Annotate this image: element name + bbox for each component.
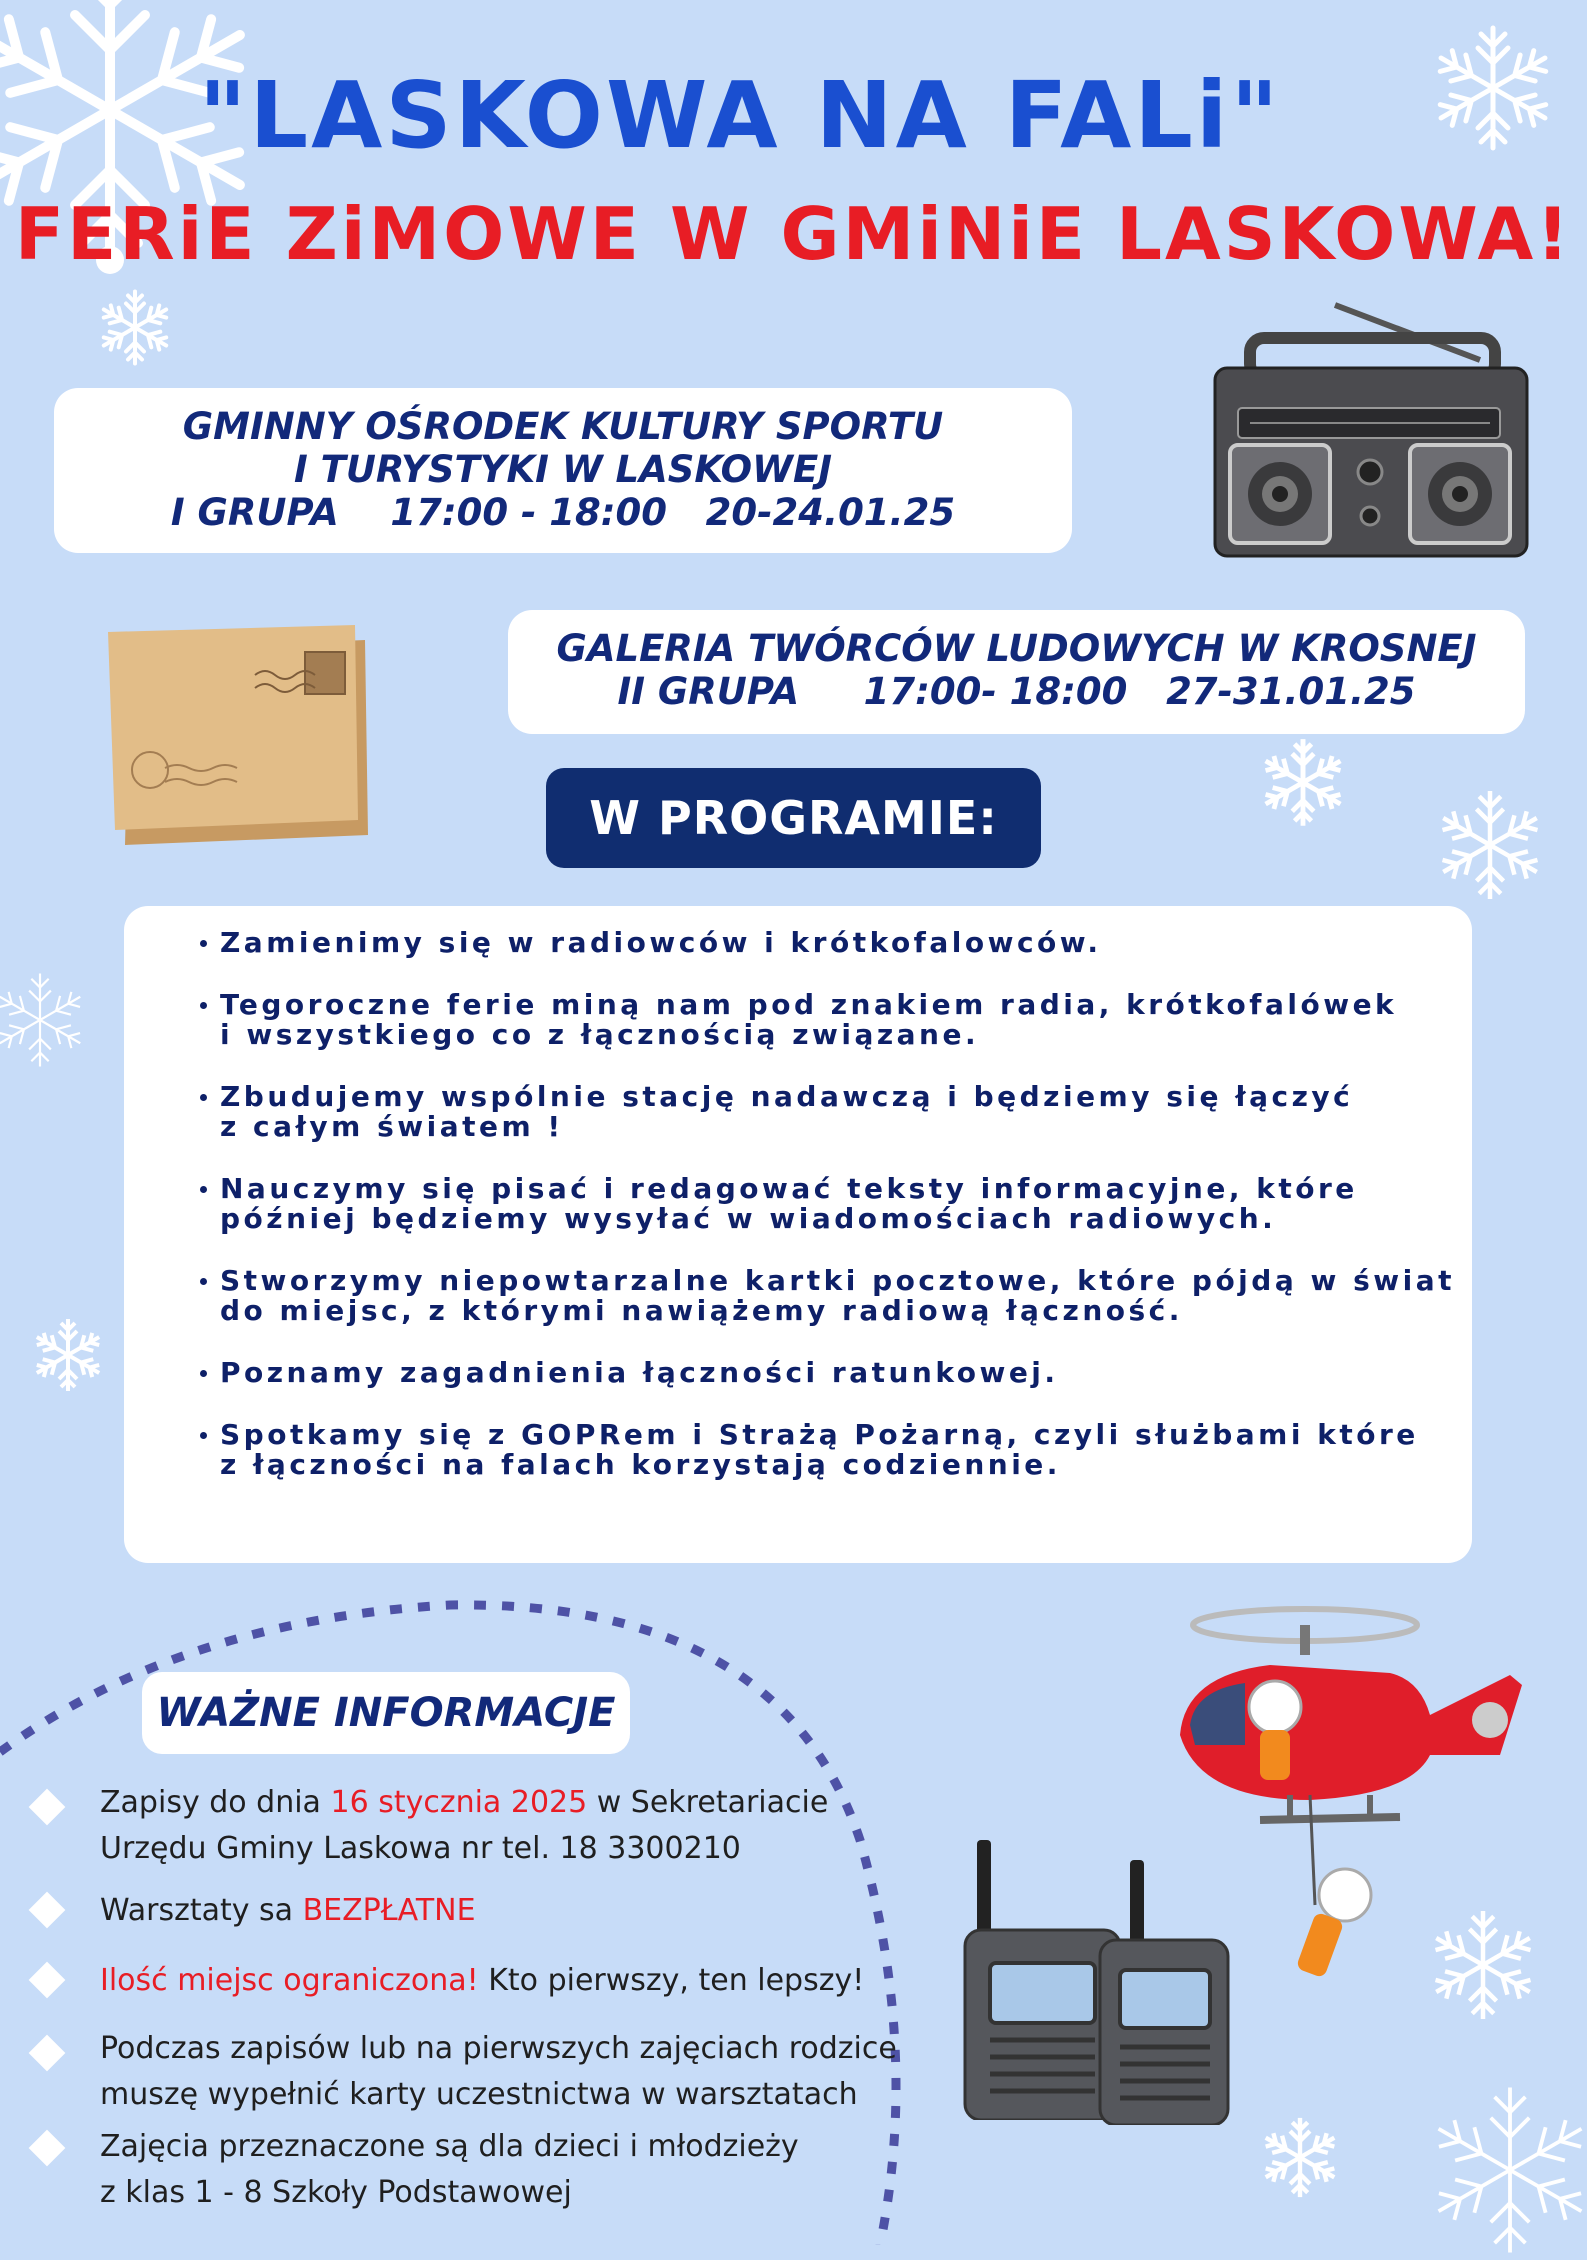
venue2-schedule (508, 670, 1525, 713)
snowflake-icon (28, 1310, 108, 1400)
program-item: Poznamy zagadnienia łączności ratunkowej. (220, 1358, 1472, 1388)
snowflake-icon (1258, 735, 1348, 830)
snowflake-icon (1435, 785, 1545, 905)
info-text: Zapisy do dnia (100, 1785, 331, 1820)
program-item: Nauczymy się pisać i redagować teksty informacyjne, które później będziemy wysyłać w wiadomościach radiowych. (220, 1174, 1472, 1234)
info-text: Urzędu Gminy Laskowa nr tel. 18 3300210 (100, 1831, 741, 1866)
venue1-name-line2: I TURYSTYKI W LASKOWEJ (294, 448, 832, 491)
program-item: Spotkamy się z GOPRem i Strażą Pożarną, czyli służbami które z łączności na falach korzystają codziennie. (220, 1420, 1472, 1480)
limited-seats-label: Ilość miejsc ograniczona! (100, 1963, 479, 1998)
program-item: Zbudujemy wspólnie stację nadawczą i będziemy się łączyć z całym światem ! (220, 1082, 1472, 1142)
program-list (124, 906, 1472, 1480)
info-item-audience (100, 2124, 799, 2216)
info-item-limited (100, 1958, 864, 2004)
info-text: w Sekretariacie (587, 1785, 829, 1820)
free-label: BEZPŁATNE (302, 1893, 476, 1928)
venue-card-1 (54, 388, 1072, 553)
snowflake-icon (1255, 2110, 1345, 2205)
venue1-group: I GRUPA (170, 491, 339, 534)
registration-deadline: 16 stycznia 2025 (330, 1785, 588, 1820)
program-card (124, 906, 1472, 1563)
venue-card-2 (508, 610, 1525, 734)
info-item-forms (100, 2026, 897, 2118)
info-text: muszę wypełnić karty uczestnictwa w warsztatach (100, 2077, 858, 2112)
info-item-registration (100, 1780, 828, 1872)
info-text: Zajęcia przeznaczone są dla dzieci i młodzieży (100, 2129, 799, 2164)
program-item: Stworzymy niepowtarzalne kartki pocztowe, które pójdą w świat do miejsc, z którymi nawiążemy radiową łączność. (220, 1266, 1472, 1326)
info-text: z klas 1 - 8 Szkoły Podstawowej (100, 2175, 572, 2210)
info-item-free (100, 1888, 476, 1934)
snowflake-icon (0, 920, 90, 1120)
main-title: "LASKOWA NA FALi" (198, 62, 1282, 169)
program-item: Tegoroczne ferie miną nam pod znakiem radia, krótkofalówek i wszystkiego co z łącznością związane. (220, 990, 1472, 1050)
envelope-icon (100, 620, 375, 850)
venue1-schedule (54, 491, 1072, 534)
program-heading: W PROGRAMIE: (546, 768, 1041, 868)
info-text: Kto pierwszy, ten lepszy! (478, 1963, 865, 1998)
venue2-time: 17:00- 18:00 (863, 670, 1128, 713)
snowflake-icon (95, 285, 175, 370)
info-heading: WAŻNE INFORMACJE (142, 1672, 630, 1754)
venue1-name-line1: GMINNY OŚRODEK KULTURY SPORTU (182, 405, 944, 448)
venue1-dates: 20-24.01.25 (705, 491, 956, 534)
snowflake-icon (1420, 2080, 1587, 2260)
venue2-group: II GRUPA (617, 670, 800, 713)
subtitle: FERiE ZiMOWE W GMiNiE LASKOWA! (14, 192, 1573, 276)
radio-icon (1210, 300, 1530, 560)
venue1-time: 17:00 - 18:00 (390, 491, 668, 534)
program-item: Zamienimy się w radiowców i krótkofalowców. (220, 928, 1472, 958)
walkie-talkie-icon (1095, 1855, 1235, 2125)
info-text: Podczas zapisów lub na pierwszych zajęciach rodzice (100, 2031, 897, 2066)
venue2-name: GALERIA TWÓRCÓW LUDOWYCH W KROSNEJ (556, 627, 1477, 670)
info-text: Warsztaty sa (100, 1893, 303, 1928)
venue2-dates: 27-31.01.25 (1166, 670, 1416, 713)
